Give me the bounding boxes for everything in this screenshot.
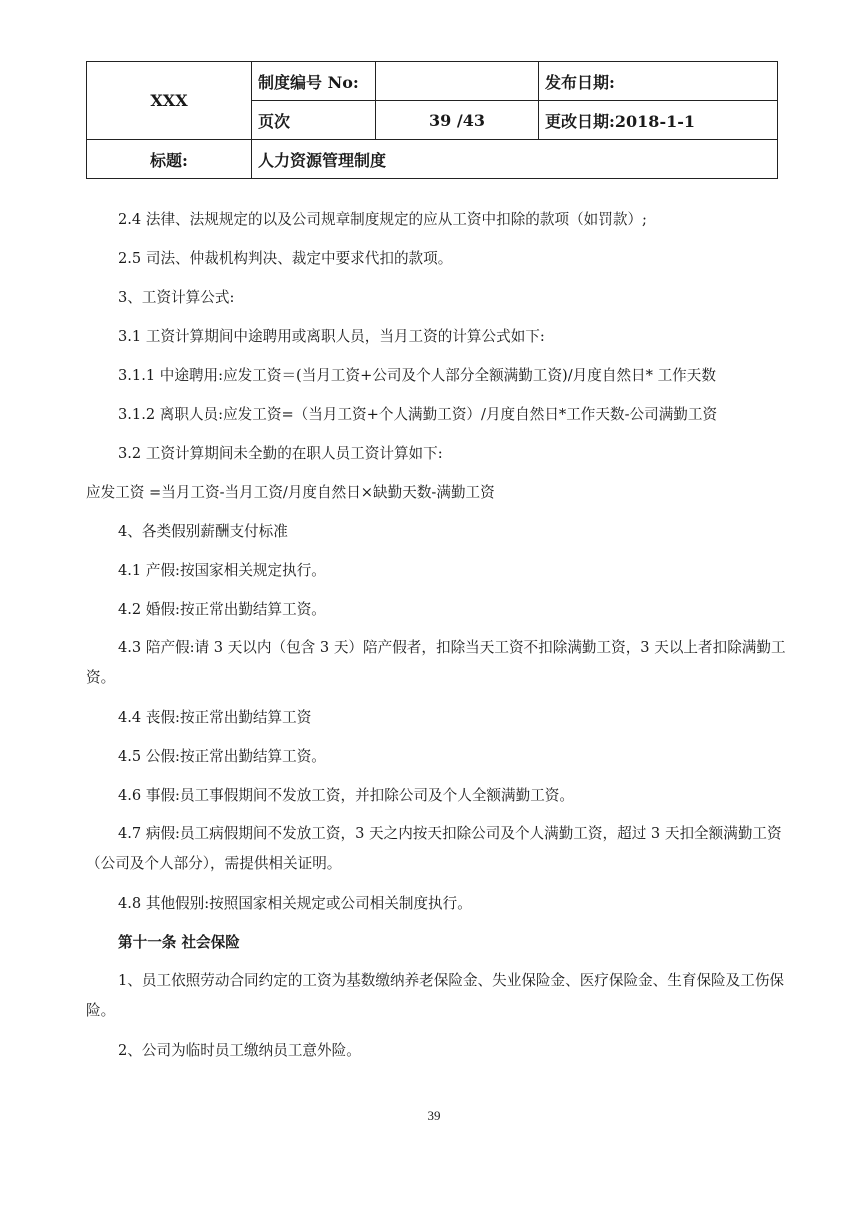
paragraph-4-4: 4.4 丧假:按正常出勤结算工资 bbox=[118, 709, 312, 726]
publish-date-label: 发布日期: bbox=[539, 62, 778, 101]
paragraph-4-7: 4.7 病假:员工病假期间不发放工资，3 天之内按天扣除公司及个人满勤工资，超过 3 天扣全额满勤工资（公司及个人部分），需提供相关证明。 bbox=[86, 825, 782, 872]
paragraph-3: 3、工资计算公式: bbox=[118, 289, 235, 306]
paragraph-4-3: 4.3 陪产假:请 3 天以内（包含 3 天）陪产假者，扣除当天工资不扣除满勤工资，3 天以上者扣除满勤工资。 bbox=[86, 639, 786, 686]
paragraph-2-4: 2.4 法律、法规规定的以及公司规章制度规定的应从工资中扣除的款项（如罚款）; bbox=[118, 211, 647, 228]
paragraph-insurance-2: 2、公司为临时员工缴纳员工意外险。 bbox=[118, 1042, 361, 1059]
section-heading-article-11: 第十一条 社会保险 bbox=[118, 934, 240, 951]
paragraph-3-1-2: 3.1.2 离职人员:应发工资=（当月工资+个人满勤工资）/月度自然日*工作天数-公司满勤工资 bbox=[118, 406, 718, 423]
title-value: 人力资源管理制度 bbox=[252, 140, 778, 179]
doc-no-label: 制度编号 No: bbox=[252, 62, 376, 101]
paragraph-4: 4、各类假别薪酬支付标准 bbox=[118, 523, 288, 540]
company-name: XXX bbox=[87, 62, 252, 140]
document-body bbox=[86, 200, 786, 1070]
formula-line: 应发工资 =当月工资-当月工资/月度自然日×缺勤天数-满勤工资 bbox=[86, 484, 495, 501]
paragraph-4-6: 4.6 事假:员工事假期间不发放工资，并扣除公司及个人全额满勤工资。 bbox=[118, 787, 574, 804]
page-value: 39 /43 bbox=[376, 101, 539, 140]
header-row-1 bbox=[87, 62, 778, 101]
paragraph-4-1: 4.1 产假:按国家相关规定执行。 bbox=[118, 562, 326, 579]
doc-no-value bbox=[376, 62, 539, 101]
paragraph-3-1: 3.1 工资计算期间中途聘用或离职人员，当月工资的计算公式如下: bbox=[118, 328, 545, 345]
page-label: 页次 bbox=[252, 101, 376, 140]
paragraph-4-5: 4.5 公假:按正常出勤结算工资。 bbox=[118, 748, 326, 765]
document-header-table bbox=[86, 61, 778, 179]
paragraph-2-5: 2.5 司法、仲裁机构判决、裁定中要求代扣的款项。 bbox=[118, 250, 453, 267]
header-row-3 bbox=[87, 140, 778, 179]
page-number: 39 bbox=[427, 1108, 441, 1123]
revise-date: 更改日期:2018-1-1 bbox=[539, 101, 778, 140]
paragraph-3-1-1: 3.1.1 中途聘用:应发工资＝(当月工资+公司及个人部分全额满勤工资)/月度自然日* 工作天数 bbox=[118, 367, 716, 384]
paragraph-4-2: 4.2 婚假:按正常出勤结算工资。 bbox=[118, 601, 326, 618]
paragraph-3-2: 3.2 工资计算期间未全勤的在职人员工资计算如下: bbox=[118, 445, 443, 462]
paragraph-insurance-1: 1、员工依照劳动合同约定的工资为基数缴纳养老保险金、失业保险金、医疗保险金、生育保险及工伤保险。 bbox=[86, 972, 785, 1019]
paragraph-4-8: 4.8 其他假别:按照国家相关规定或公司相关制度执行。 bbox=[118, 895, 472, 912]
title-label: 标题: bbox=[87, 140, 252, 179]
